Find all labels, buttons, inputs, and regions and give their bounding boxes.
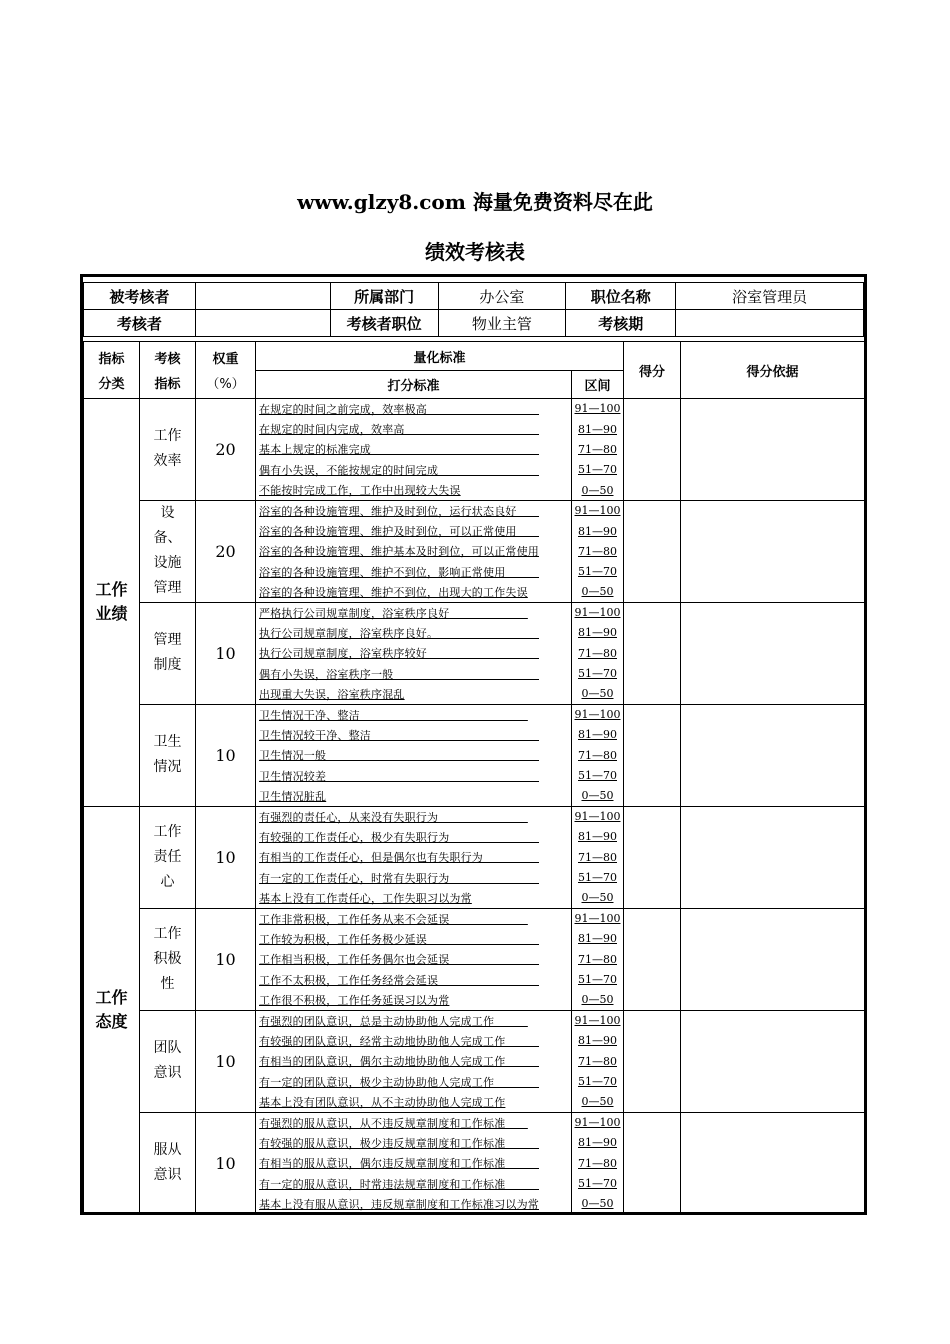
range-text: 51—70	[572, 460, 624, 480]
basis-field[interactable]	[681, 806, 865, 908]
range-text: 51—70	[572, 1071, 624, 1091]
range-text: 81—90	[572, 1031, 624, 1051]
range-text: 91—100	[572, 602, 624, 622]
header-table	[83, 282, 864, 337]
period-label: 考核期	[566, 310, 676, 337]
criterion-text: 基本上没有团队意识，从不主动协助他人完成工作	[256, 1092, 572, 1112]
criterion-text: 卫生情况脏乱	[256, 786, 572, 806]
range-text: 81—90	[572, 623, 624, 643]
range-text: 0—50	[572, 888, 624, 908]
basis-field[interactable]	[681, 500, 865, 602]
criterion-text: 基本上没有工作责任心，工作失职习以为常	[256, 888, 572, 908]
indicator-cell: 团队意识	[140, 1010, 196, 1112]
criterion-text: 偶有小失误，浴室秩序一般＿＿＿＿＿＿＿＿＿＿＿＿＿	[256, 664, 572, 684]
criterion-text: 浴室的各种设施管理、维护不到位，出现大的工作失误	[256, 582, 572, 602]
criterion-text: 浴室的各种设施管理、维护及时到位，可以正常使用＿＿	[256, 521, 572, 541]
criterion-text: 基本上规定的标准完成＿＿＿＿＿＿＿＿＿＿＿＿＿＿＿	[256, 439, 572, 459]
dept-field[interactable]: 办公室	[438, 283, 566, 310]
range-text: 51—70	[572, 562, 624, 582]
col-basis-header: 得分依据	[681, 342, 865, 399]
score-field[interactable]	[624, 1112, 681, 1214]
range-text: 91—100	[572, 806, 624, 826]
range-text: 0—50	[572, 786, 624, 806]
criterion-text: 卫生情况较干净、整洁＿＿＿＿＿＿＿＿＿＿＿＿＿＿＿	[256, 725, 572, 745]
criterion-text: 严格执行公司规章制度，浴室秩序良好＿＿＿＿＿＿＿	[256, 602, 572, 622]
range-text: 51—70	[572, 969, 624, 989]
criterion-text: 浴室的各种设施管理、维护基本及时到位，可以正常使用	[256, 541, 572, 561]
score-field[interactable]	[624, 500, 681, 602]
range-text: 81—90	[572, 1133, 624, 1153]
weight-cell: 10	[196, 704, 256, 806]
col-category-header: 指标 分类	[84, 342, 140, 399]
position-field[interactable]: 浴室管理员	[676, 283, 864, 310]
criterion-text: 工作相当积极，工作任务偶尔也会延误＿＿＿＿＿＿＿＿	[256, 949, 572, 969]
criterion-text: 有一定的服从意识，时常违法规章制度和工作标准＿＿＿	[256, 1173, 572, 1193]
indicator-cell: 工作效率	[140, 399, 196, 501]
criterion-text: 卫生情况干净、整洁＿＿＿＿＿＿＿＿＿＿＿＿＿＿＿	[256, 704, 572, 724]
col-indicator-header: 考核 指标	[140, 342, 196, 399]
col-range-header: 区间	[572, 371, 624, 399]
examinee-field[interactable]	[195, 283, 330, 310]
range-text: 0—50	[572, 684, 624, 704]
score-field[interactable]	[624, 908, 681, 1010]
range-text: 0—50	[572, 582, 624, 602]
score-field[interactable]	[624, 704, 681, 806]
examinee-label: 被考核者	[84, 283, 196, 310]
range-text: 81—90	[572, 725, 624, 745]
weight-cell: 10	[196, 908, 256, 1010]
basis-field[interactable]	[681, 399, 865, 501]
examiner-field[interactable]	[195, 310, 330, 337]
criterion-text: 有较强的工作责任心，极少有失职行为＿＿＿＿＿＿＿＿	[256, 827, 572, 847]
criterion-text: 工作较为积极，工作任务极少延误＿＿＿＿＿＿＿＿＿＿	[256, 929, 572, 949]
period-field[interactable]	[676, 310, 864, 337]
range-text: 71—80	[572, 745, 624, 765]
range-text: 51—70	[572, 1173, 624, 1193]
weight-cell: 10	[196, 602, 256, 704]
range-text: 0—50	[572, 990, 624, 1010]
range-text: 0—50	[572, 480, 624, 500]
range-text: 71—80	[572, 643, 624, 663]
criterion-text: 工作不太积极，工作任务经常会延误＿＿＿＿＿＿＿＿＿	[256, 969, 572, 989]
criterion-text: 有相当的团队意识，偶尔主动地协助他人完成工作＿＿＿	[256, 1051, 572, 1071]
col-weight-header: 权重 （%）	[196, 342, 256, 399]
weight-cell: 20	[196, 399, 256, 501]
criterion-text: 工作很不积极，工作任务延误习以为常	[256, 990, 572, 1010]
score-field[interactable]	[624, 602, 681, 704]
weight-cell: 10	[196, 1112, 256, 1214]
criterion-text: 出现重大失误，浴室秩序混乱	[256, 684, 572, 704]
criterion-text: 有较强的团队意识，经常主动地协助他人完成工作＿＿＿	[256, 1031, 572, 1051]
range-text: 81—90	[572, 419, 624, 439]
criterion-text: 在规定的时间内完成，效率高＿＿＿＿＿＿＿＿＿＿＿＿	[256, 419, 572, 439]
range-text: 71—80	[572, 439, 624, 459]
criterion-text: 有强烈的服从意识，从不违反规章制度和工作标准＿＿	[256, 1112, 572, 1132]
score-field[interactable]	[624, 1010, 681, 1112]
criterion-text: 在规定的时间之前完成，效率极高＿＿＿＿＿＿＿＿＿＿	[256, 399, 572, 419]
range-text: 81—90	[572, 827, 624, 847]
basis-field[interactable]	[681, 704, 865, 806]
site-banner: www.glzy8.com 海量免费资料尽在此	[297, 190, 653, 214]
range-text: 91—100	[572, 500, 624, 520]
range-text: 81—90	[572, 521, 624, 541]
appraisal-form	[80, 274, 867, 1215]
weight-cell: 20	[196, 500, 256, 602]
examiner-position-label: 考核者职位	[330, 310, 438, 337]
examiner-position-field[interactable]: 物业主管	[438, 310, 566, 337]
category-cell: 工作态度	[84, 806, 140, 1214]
range-text: 0—50	[572, 1092, 624, 1112]
basis-field[interactable]	[681, 1112, 865, 1214]
range-text: 91—100	[572, 908, 624, 928]
range-text: 91—100	[572, 704, 624, 724]
criterion-text: 执行公司规章制度，浴室秩序良好。＿＿＿＿＿＿＿＿＿	[256, 623, 572, 643]
col-score-header: 得分	[624, 342, 681, 399]
indicator-cell: 服从意识	[140, 1112, 196, 1214]
criterion-text: 卫生情况较差＿＿＿＿＿＿＿＿＿＿＿＿＿＿＿＿＿＿＿	[256, 766, 572, 786]
basis-field[interactable]	[681, 1010, 865, 1112]
range-text: 91—100	[572, 1112, 624, 1132]
criterion-text: 有相当的服从意识，偶尔违反规章制度和工作标准＿＿＿	[256, 1153, 572, 1173]
dept-label: 所属部门	[330, 283, 438, 310]
range-text: 71—80	[572, 541, 624, 561]
range-text: 91—100	[572, 399, 624, 419]
range-text: 51—70	[572, 867, 624, 887]
range-text: 81—90	[572, 929, 624, 949]
criterion-text: 有较强的服从意识，极少违反规章制度和工作标准＿＿＿	[256, 1133, 572, 1153]
criterion-text: 不能按时完成工作，工作中出现较大失误	[256, 480, 572, 500]
score-field[interactable]	[624, 806, 681, 908]
indicator-cell: 设备、设施管理	[140, 500, 196, 602]
criterion-text: 基本上没有服从意识，违反规章制度和工作标准习以为常	[256, 1194, 572, 1214]
criterion-text: 有相当的工作责任心，但是偶尔也有失职行为＿＿＿＿＿	[256, 847, 572, 867]
indicator-cell: 工作积极性	[140, 908, 196, 1010]
range-text: 51—70	[572, 664, 624, 684]
col-scoring-header: 打分标准	[256, 371, 572, 399]
score-field[interactable]	[624, 399, 681, 501]
examiner-label: 考核者	[84, 310, 196, 337]
position-label: 职位名称	[566, 283, 676, 310]
criterion-text: 偶有小失误，不能按规定的时间完成＿＿＿＿＿＿＿＿＿	[256, 460, 572, 480]
range-text: 51—70	[572, 766, 624, 786]
criterion-text: 卫生情况一般＿＿＿＿＿＿＿＿＿＿＿＿＿＿＿＿＿＿＿	[256, 745, 572, 765]
indicator-cell: 工作责任心	[140, 806, 196, 908]
basis-field[interactable]	[681, 908, 865, 1010]
page-title: 绩效考核表	[425, 240, 525, 264]
criterion-text: 有强烈的责任心，从来没有失职行为＿＿＿＿＿＿＿＿	[256, 806, 572, 826]
criterion-text: 有一定的团队意识，极少主动协助他人完成工作＿＿＿＿	[256, 1071, 572, 1091]
indicator-cell: 卫生情况	[140, 704, 196, 806]
range-text: 0—50	[572, 1194, 624, 1214]
criteria-table	[83, 341, 865, 1215]
range-text: 71—80	[572, 847, 624, 867]
criterion-text: 浴室的各种设施管理、维护及时到位，运行状态良好＿＿	[256, 500, 572, 520]
category-cell: 工作业绩	[84, 399, 140, 807]
indicator-cell: 管理制度	[140, 602, 196, 704]
criterion-text: 工作非常积极，工作任务从来不会延误＿＿＿＿＿＿＿	[256, 908, 572, 928]
range-text: 71—80	[572, 1153, 624, 1173]
range-text: 91—100	[572, 1010, 624, 1030]
weight-cell: 10	[196, 806, 256, 908]
weight-cell: 10	[196, 1010, 256, 1112]
criterion-text: 执行公司规章制度，浴室秩序较好＿＿＿＿＿＿＿＿＿＿	[256, 643, 572, 663]
criterion-text: 有一定的工作责任心，时常有失职行为＿＿＿＿＿＿＿＿	[256, 867, 572, 887]
basis-field[interactable]	[681, 602, 865, 704]
range-text: 71—80	[572, 949, 624, 969]
range-text: 71—80	[572, 1051, 624, 1071]
criterion-text: 浴室的各种设施管理、维护不到位，影响正常使用＿＿＿	[256, 562, 572, 582]
criterion-text: 有强烈的团队意识，总是主动协助他人完成工作＿＿＿	[256, 1010, 572, 1030]
col-quant-header: 量化标准	[256, 342, 624, 371]
